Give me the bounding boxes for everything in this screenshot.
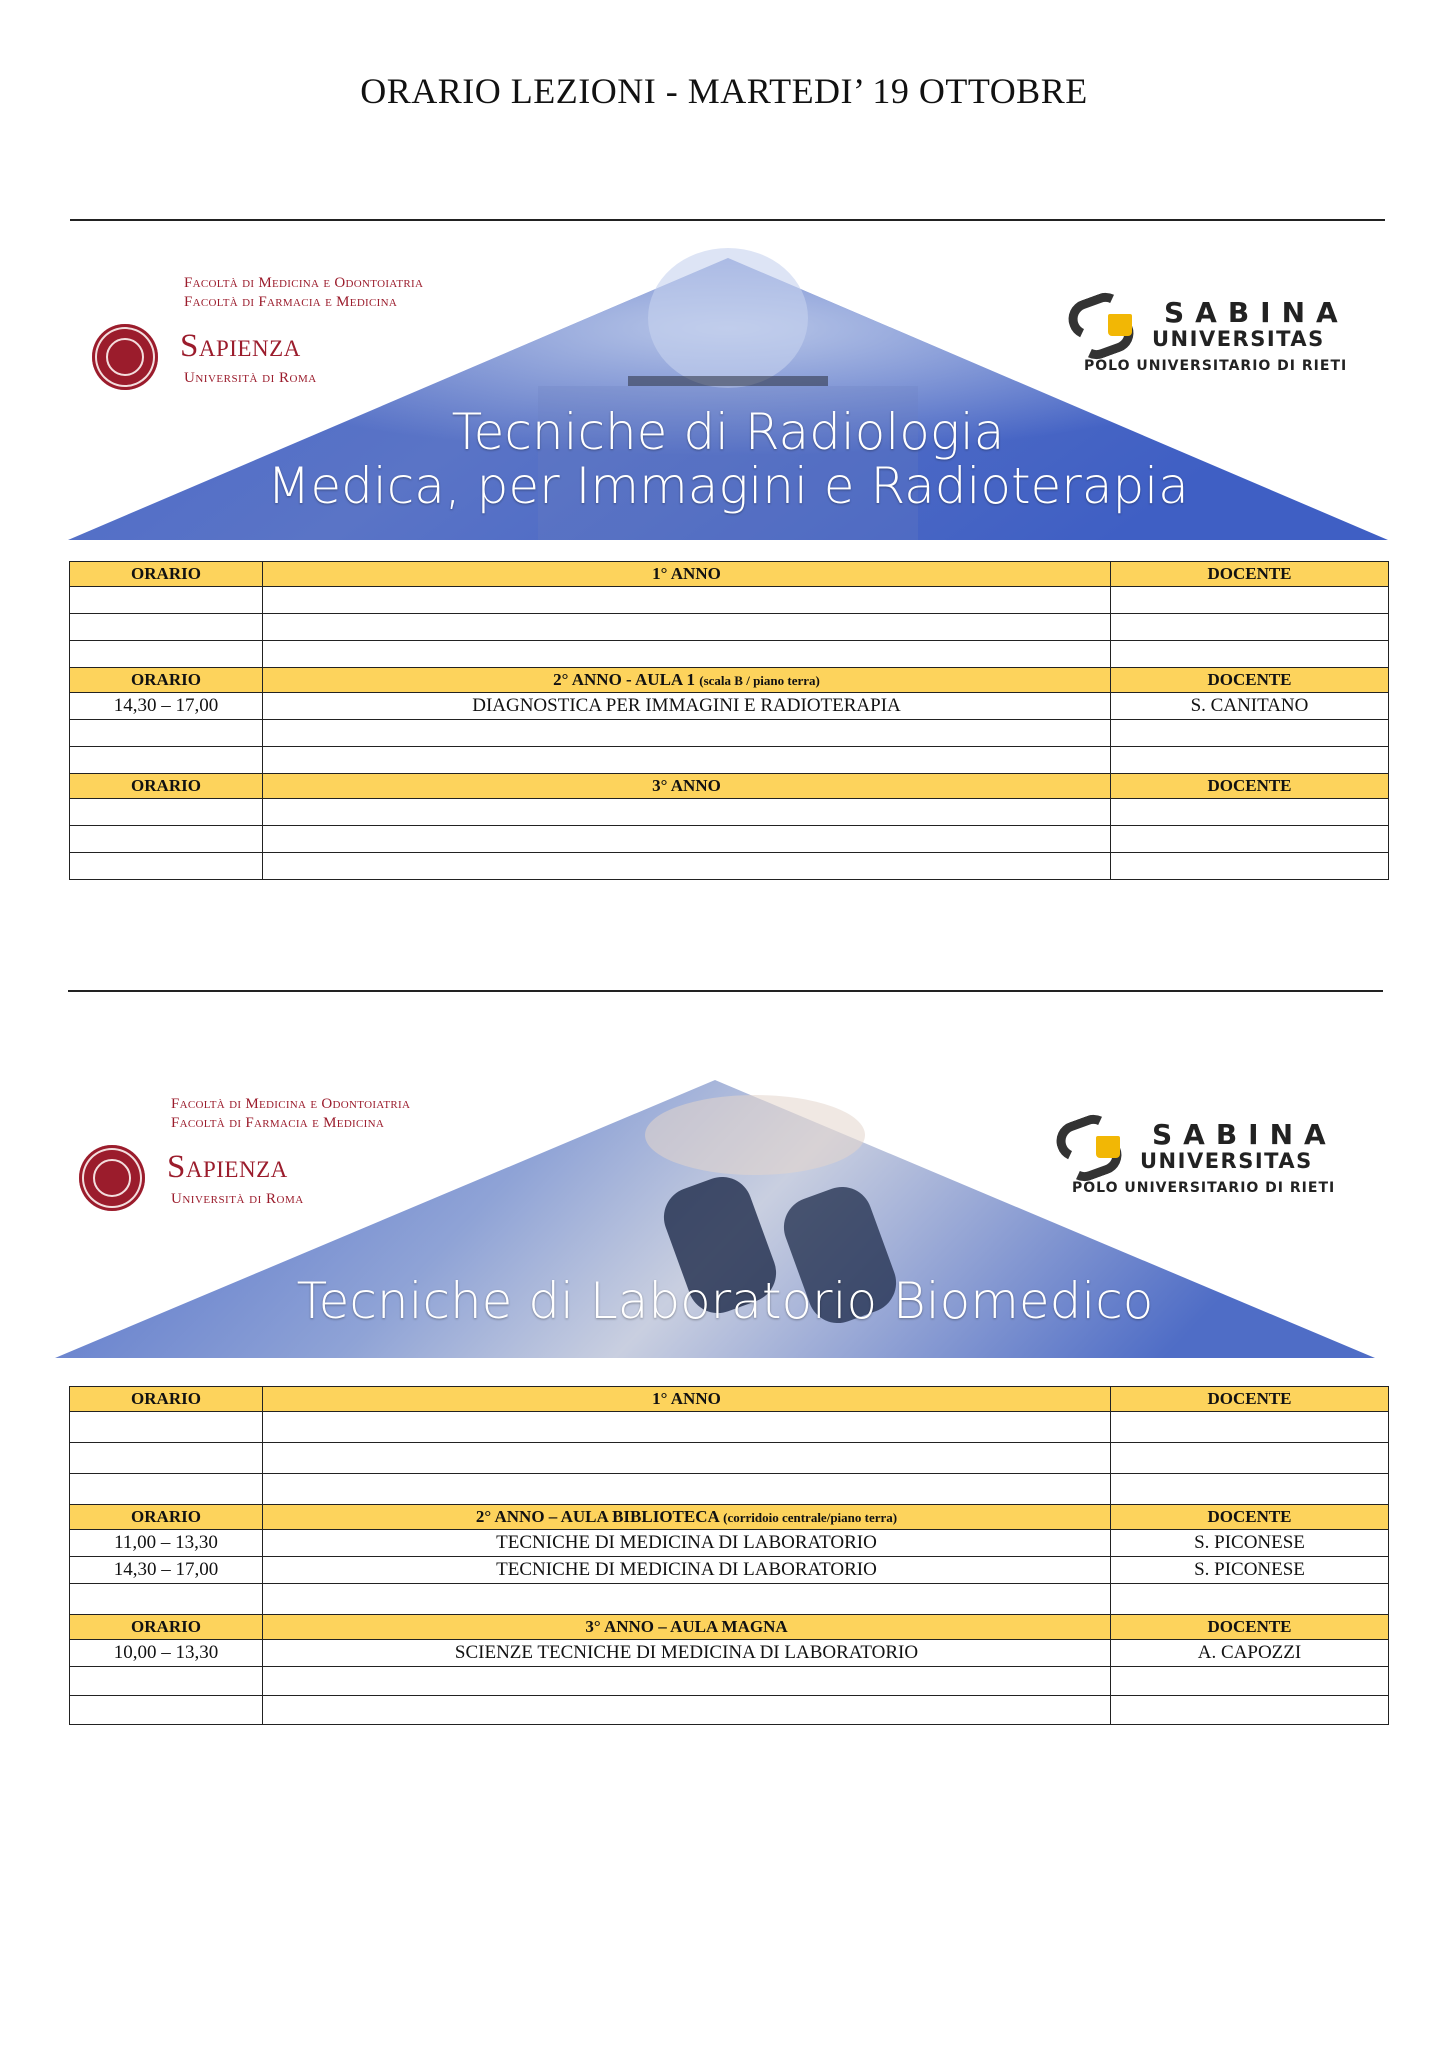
corso-cell bbox=[263, 587, 1111, 614]
docente-header: DOCENTE bbox=[1111, 668, 1389, 693]
sapienza-wordmark: Sapienza bbox=[167, 1149, 288, 1185]
anno-header: 2° ANNO – AULA BIBLIOTECA (corridoio centrale/piano terra) bbox=[263, 1505, 1111, 1530]
table-row bbox=[70, 587, 1389, 614]
corso-cell bbox=[263, 1443, 1111, 1474]
faculty-line-1: Facoltà di Medicina e Odontoiatria bbox=[171, 1096, 411, 1112]
orario-cell bbox=[70, 1584, 263, 1615]
table-header-row bbox=[70, 668, 1389, 693]
polo-subtitle: POLO UNIVERSITARIO DI RIETI bbox=[1072, 1180, 1336, 1196]
anno-header: 1° ANNO bbox=[263, 1387, 1111, 1412]
corso-cell bbox=[263, 614, 1111, 641]
sapienza-subtitle: Università di Roma bbox=[184, 370, 317, 386]
divider-top bbox=[70, 219, 1385, 221]
table-row bbox=[70, 1474, 1389, 1505]
corso-cell bbox=[263, 853, 1111, 880]
orario-cell bbox=[70, 1667, 263, 1696]
orario-cell bbox=[70, 826, 263, 853]
docente-cell bbox=[1111, 826, 1389, 853]
page-title: ORARIO LEZIONI - MARTEDI’ 19 OTTOBRE bbox=[360, 71, 1088, 111]
corso-cell bbox=[263, 641, 1111, 668]
orario-cell bbox=[70, 641, 263, 668]
universitas-wordmark: UNIVERSITAS bbox=[1140, 1149, 1313, 1173]
orario-header: ORARIO bbox=[70, 1505, 263, 1530]
table-header-row bbox=[70, 562, 1389, 587]
docente-header: DOCENTE bbox=[1111, 1615, 1389, 1640]
docente-header: DOCENTE bbox=[1111, 1505, 1389, 1530]
docente-cell bbox=[1111, 799, 1389, 826]
anno-header: 1° ANNO bbox=[263, 562, 1111, 587]
corso-cell: TECNICHE DI MEDICINA DI LABORATORIO bbox=[263, 1530, 1111, 1557]
corso-cell bbox=[263, 1696, 1111, 1725]
faculty-line-2: Facoltà di Farmacia e Medicina bbox=[171, 1115, 385, 1131]
orario-cell: 14,30 – 17,00 bbox=[70, 693, 263, 720]
docente-cell: S. PICONESE bbox=[1111, 1557, 1389, 1584]
orario-cell: 14,30 – 17,00 bbox=[70, 1557, 263, 1584]
orario-cell bbox=[70, 853, 263, 880]
orario-cell bbox=[70, 1474, 263, 1505]
docente-cell: S. CANITANO bbox=[1111, 693, 1389, 720]
orario-cell bbox=[70, 614, 263, 641]
banner-title-line1: Tecniche di Laboratorio Biomedico bbox=[296, 1272, 1154, 1330]
table-header-row bbox=[70, 1387, 1389, 1412]
banner-title-line2: Medica, per Immagini e Radioterapia bbox=[267, 457, 1189, 515]
polo-subtitle: POLO UNIVERSITARIO DI RIETI bbox=[1084, 358, 1348, 374]
table-row bbox=[70, 1412, 1389, 1443]
sapienza-logo bbox=[79, 1095, 499, 1225]
table-row bbox=[70, 747, 1389, 774]
sapienza-seal-icon bbox=[92, 324, 158, 390]
docente-header: DOCENTE bbox=[1111, 774, 1389, 799]
orario-cell bbox=[70, 799, 263, 826]
docente-header: DOCENTE bbox=[1111, 1387, 1389, 1412]
orario-header: ORARIO bbox=[70, 1615, 263, 1640]
sapienza-seal-icon bbox=[79, 1145, 145, 1211]
table-row bbox=[70, 799, 1389, 826]
corso-cell bbox=[263, 1584, 1111, 1615]
table-row bbox=[70, 614, 1389, 641]
corso-cell: SCIENZE TECNICHE DI MEDICINA DI LABORATORIO bbox=[263, 1640, 1111, 1667]
table-row bbox=[70, 641, 1389, 668]
orario-cell bbox=[70, 587, 263, 614]
anno-header: 3° ANNO bbox=[263, 774, 1111, 799]
orario-header: ORARIO bbox=[70, 562, 263, 587]
universitas-wordmark: UNIVERSITAS bbox=[1152, 327, 1325, 351]
table-row bbox=[70, 1640, 1389, 1667]
sabina-universitas-logo bbox=[1068, 296, 1388, 376]
corso-cell bbox=[263, 1412, 1111, 1443]
table-row bbox=[70, 1584, 1389, 1615]
orario-cell bbox=[70, 1412, 263, 1443]
table-row bbox=[70, 1557, 1389, 1584]
corso-cell: TECNICHE DI MEDICINA DI LABORATORIO bbox=[263, 1557, 1111, 1584]
table-row bbox=[70, 1696, 1389, 1725]
corso-cell bbox=[263, 1667, 1111, 1696]
orario-cell: 10,00 – 13,30 bbox=[70, 1640, 263, 1667]
sapienza-logo bbox=[92, 274, 512, 404]
table-row bbox=[70, 693, 1389, 720]
orario-cell bbox=[70, 720, 263, 747]
docente-cell bbox=[1111, 614, 1389, 641]
table-row bbox=[70, 1530, 1389, 1557]
docente-cell bbox=[1111, 853, 1389, 880]
corso-cell bbox=[263, 747, 1111, 774]
sabina-universitas-logo bbox=[1056, 1118, 1376, 1198]
orario-cell bbox=[70, 747, 263, 774]
anno-header: 2° ANNO - AULA 1 (scala B / piano terra) bbox=[263, 668, 1111, 693]
docente-cell bbox=[1111, 1696, 1389, 1725]
orario-cell bbox=[70, 1443, 263, 1474]
table-row bbox=[70, 720, 1389, 747]
corso-cell bbox=[263, 720, 1111, 747]
docente-cell bbox=[1111, 641, 1389, 668]
table-header-row bbox=[70, 774, 1389, 799]
divider-middle bbox=[68, 990, 1383, 992]
orario-header: ORARIO bbox=[70, 774, 263, 799]
schedule-table-laboratorio bbox=[69, 1386, 1389, 1725]
docente-cell bbox=[1111, 1584, 1389, 1615]
schedule-table-radiologia bbox=[69, 561, 1389, 880]
docente-cell bbox=[1111, 1412, 1389, 1443]
table-row bbox=[70, 853, 1389, 880]
faculty-line-2: Facoltà di Farmacia e Medicina bbox=[184, 294, 398, 310]
docente-cell bbox=[1111, 1667, 1389, 1696]
faculty-line-1: Facoltà di Medicina e Odontoiatria bbox=[184, 275, 424, 291]
corso-cell bbox=[263, 799, 1111, 826]
docente-header: DOCENTE bbox=[1111, 562, 1389, 587]
table-header-row bbox=[70, 1505, 1389, 1530]
docente-cell bbox=[1111, 720, 1389, 747]
docente-cell: A. CAPOZZI bbox=[1111, 1640, 1389, 1667]
table-header-row bbox=[70, 1615, 1389, 1640]
sapienza-wordmark: Sapienza bbox=[180, 328, 301, 364]
corso-cell bbox=[263, 826, 1111, 853]
table-row bbox=[70, 1443, 1389, 1474]
orario-cell bbox=[70, 1696, 263, 1725]
docente-cell bbox=[1111, 747, 1389, 774]
table-row bbox=[70, 826, 1389, 853]
orario-header: ORARIO bbox=[70, 668, 263, 693]
docente-cell bbox=[1111, 587, 1389, 614]
book-icon bbox=[1096, 1136, 1120, 1158]
anno-header: 3° ANNO – AULA MAGNA bbox=[263, 1615, 1111, 1640]
sabina-wordmark: SABINA bbox=[1152, 1118, 1337, 1151]
sapienza-subtitle: Università di Roma bbox=[171, 1191, 304, 1207]
docente-cell: S. PICONESE bbox=[1111, 1530, 1389, 1557]
docente-cell bbox=[1111, 1443, 1389, 1474]
sabina-wordmark: SABINA bbox=[1164, 296, 1349, 329]
corso-cell: DIAGNOSTICA PER IMMAGINI E RADIOTERAPIA bbox=[263, 693, 1111, 720]
orario-header: ORARIO bbox=[70, 1387, 263, 1412]
orario-cell: 11,00 – 13,30 bbox=[70, 1530, 263, 1557]
table-row bbox=[70, 1667, 1389, 1696]
banner-title-line1: Tecniche di Radiologia bbox=[451, 403, 1005, 461]
corso-cell bbox=[263, 1474, 1111, 1505]
docente-cell bbox=[1111, 1474, 1389, 1505]
book-icon bbox=[1108, 314, 1132, 336]
